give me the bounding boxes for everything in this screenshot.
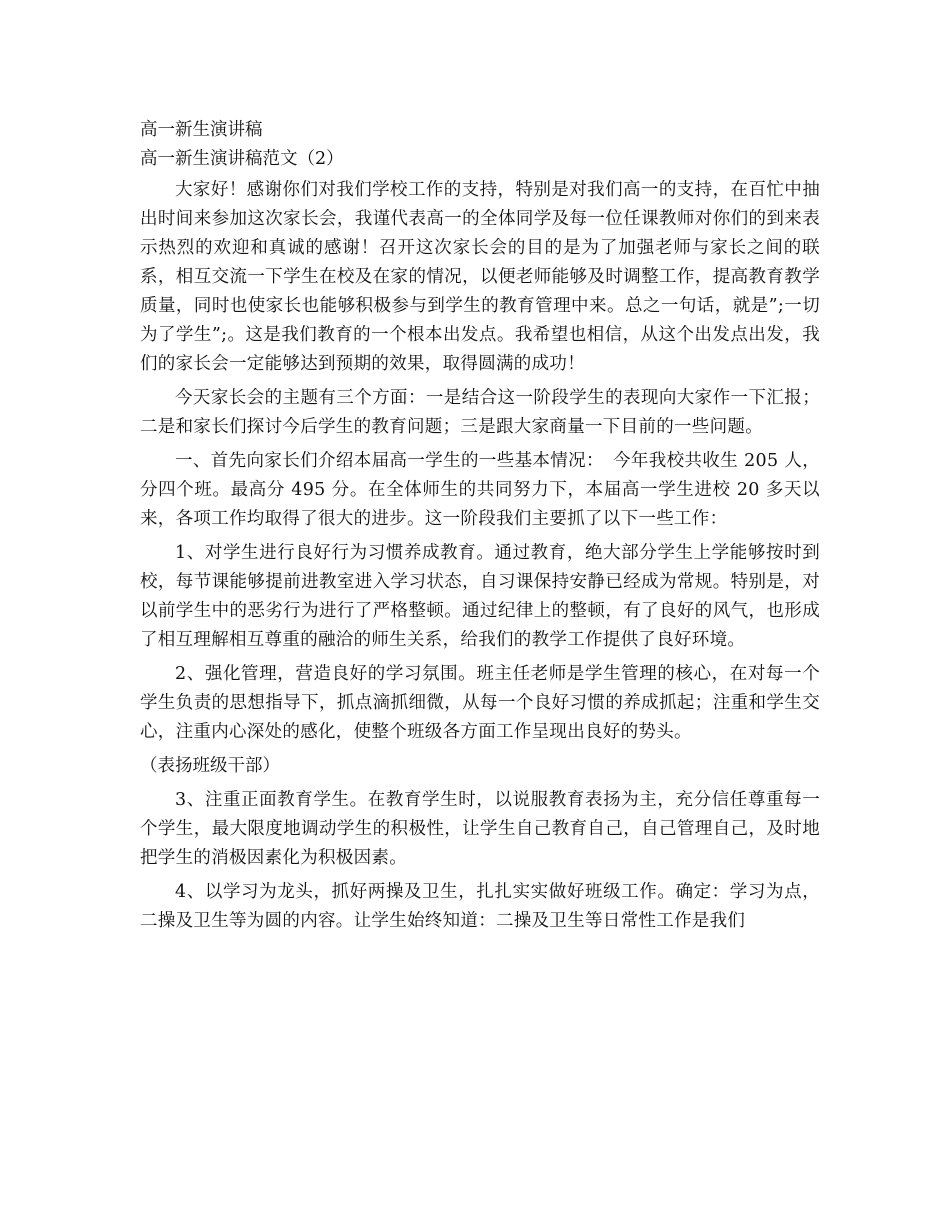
paragraph-item-2: 2、强化管理，营造良好的学习氛围。班主任老师是学生管理的核心，在对每一个学生负责的思想指导下，抓点滴抓细微，从每一个良好习惯的养成抓起；注重和学生交心，注重内心深处的感化，使整个班级各方面工作呈现出良好的势头。 [140,664,820,742]
paragraph-item-4: 4、以学习为龙头，抓好两操及卫生，扎扎实实做好班级工作。确定：学习为点，二操及卫生等为圆的内容。让学生始终知道：二操及卫生等日常性工作是我们 [140,882,820,931]
paragraph-student-overview: 一、首先向家长们介绍本届高一学生的一些基本情况： 今年我校共收生 205 人，分四个班。最高分 495 分。在全体师生的共同努力下，本届高一学生进校 20 多天以来，各项工作均取得了很大的进步。这一阶段我们主要抓了以下一些工作： [140,451,820,529]
paragraph-greeting: 大家好！感谢你们对我们学校工作的支持，特别是对我们高一的支持，在百忙中抽出时间来参加这次家长会，我谨代表高一的全体同学及每一位任课教师对你们的到来表示热烈的欢迎和真诚的感谢！召开这次家长会的目的是为了加强老师与家长之间的联系，相互交流一下学生在校及在家的情况，以便老师能够及时调整工作，提高教育教学质量，同时也使家长也能够积极参与到学生的教育管理中来。总之一句话，就是”;一切为了学生”;。这是我们教育的一个根本出发点。我希望也相信，从这个出发点出发，我们的家长会一定能够达到预期的效果，取得圆满的成功！ [140,180,820,374]
document-title: 高一新生演讲稿 [140,120,263,140]
paragraph-item-3: 3、注重正面教育学生。在教育学生时，以说服教育表扬为主，充分信任尊重每一个学生，最大限度地调动学生的积极性，让学生自己教育自己，自己管理自己，及时地把学生的消极因素化为积极因素。 [140,790,820,868]
paragraph-item-1: 1、对学生进行良好行为习惯养成教育。通过教育，绝大部分学生上学能够按时到校，每节课能够提前进教室进入学习状态，自习课保持安静已经成为常规。特别是，对以前学生中的恶劣行为进行了严格整顿。通过纪律上的整顿，有了良好的风气，也形成了相互理解相互尊重的融洽的师生关系，给我们的教学工作提供了良好环境。 [140,543,820,650]
document-page [140,116,820,941]
document-subtitle: 高一新生演讲稿范文（2） [140,149,344,169]
paragraph-meeting-themes: 今天家长会的主题有三个方面：一是结合这一阶段学生的表现向大家作一下汇报；二是和家长们探讨今后学生的教育问题；三是跟大家商量一下目前的一些问题。 [140,388,820,437]
note-praise-class-cadres: （表扬班级干部） [140,756,280,776]
